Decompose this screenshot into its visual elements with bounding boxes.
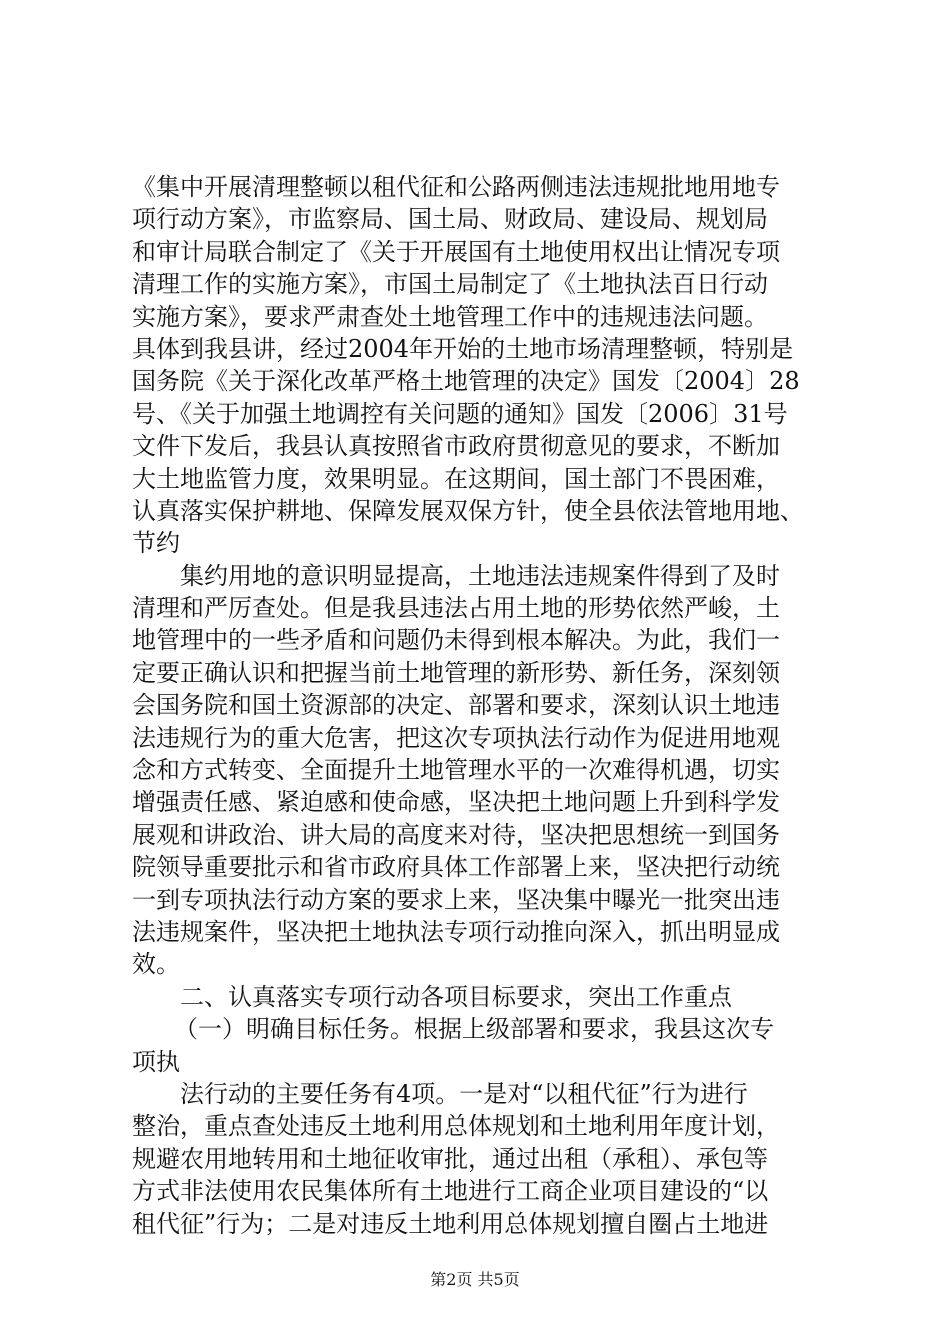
text-line: 法违规案件，坚决把土地执法专项行动推向深入，抓出明显成 <box>132 917 780 946</box>
text-line: 大土地监管力度，效果明显。在这期间，国土部门不畏困难， <box>132 464 780 493</box>
text-line: 文件下发后，我县认真按照省市政府贯彻意见的要求，不断加 <box>132 432 780 461</box>
text-line: 效。 <box>132 950 180 979</box>
text-line: 具体到我县讲，经过2004年开始的土地市场清理整顿，特别是 <box>132 334 794 363</box>
text-line: 项执 <box>132 1047 180 1076</box>
text-line: 整治，重点查处违反土地利用总体规划和土地利用年度计划， <box>132 1112 780 1141</box>
text-line: 规避农用地转用和土地征收审批，通过出租（承租）、承包等 <box>132 1144 768 1173</box>
text-line: 二、认真落实专项行动各项目标要求，突出工作重点 <box>180 982 732 1011</box>
document-body <box>132 171 832 1240</box>
text-line: 定要正确认识和把握当前土地管理的新形势、新任务，深刻领 <box>132 658 780 687</box>
text-line: 地管理中的一些矛盾和问题仍未得到根本解决。为此，我们一 <box>132 626 780 655</box>
text-line: 展观和讲政治、讲大局的高度来对待，坚决把思想统一到国务 <box>132 820 780 849</box>
text-line: 集约用地的意识明显提高，土地违法违规案件得到了及时 <box>180 561 780 590</box>
page-footer: 第2页 共5页 <box>430 1270 520 1289</box>
text-line: 国务院《关于深化改革严格土地管理的决定》国发〔2004〕28 <box>132 367 800 396</box>
text-line: 院领导重要批示和省市政府具体工作部署上来，坚决把行动统 <box>132 853 780 882</box>
text-line: 清理和严厉查处。但是我县违法占用土地的形势依然严峻，土 <box>132 594 780 623</box>
text-line: 法违规行为的重大危害，把这次专项执法行动作为促进用地观 <box>132 723 780 752</box>
text-line: 项行动方案》，市监察局、国土局、财政局、建设局、规划局 <box>132 205 768 234</box>
text-line: 方式非法使用农民集体所有土地进行工商企业项目建设的“以 <box>132 1177 769 1206</box>
text-line: 实施方案》，要求严肃查处土地管理工作中的违规违法问题。 <box>132 302 768 331</box>
text-line: （一）明确目标任务。根据上级部署和要求，我县这次专 <box>174 1015 774 1044</box>
text-line: 增强责任感、紧迫感和使命感，坚决把土地问题上升到科学发 <box>132 788 780 817</box>
text-line: 一到专项执法行动方案的要求上来，坚决集中曝光一批突出违 <box>132 885 780 914</box>
text-line: 号、《关于加强土地调控有关问题的通知》国发〔2006〕31号 <box>132 399 788 428</box>
text-line: 会国务院和国土资源部的决定、部署和要求，深刻认识土地违 <box>132 691 780 720</box>
text-line: 念和方式转变、全面提升土地管理水平的一次难得机遇，切实 <box>132 756 780 785</box>
text-line: 节约 <box>132 529 180 558</box>
text-line: 认真落实保护耕地、保障发展双保方针，使全县依法管地用地、 <box>132 496 804 525</box>
text-line: 《集中开展清理整顿以租代征和公路两侧违法违规批地用地专 <box>132 173 780 201</box>
text-line: 租代征”行为；二是对违反土地利用总体规划擅自圈占土地进 <box>132 1209 769 1238</box>
text-line: 法行动的主要任务有4项。一是对“以租代征”行为进行 <box>180 1079 748 1108</box>
text-line: 清理工作的实施方案》，市国土局制定了《土地执法百日行动 <box>132 270 768 299</box>
text-line: 和审计局联合制定了《关于开展国有土地使用权出让情况专项 <box>132 237 780 266</box>
